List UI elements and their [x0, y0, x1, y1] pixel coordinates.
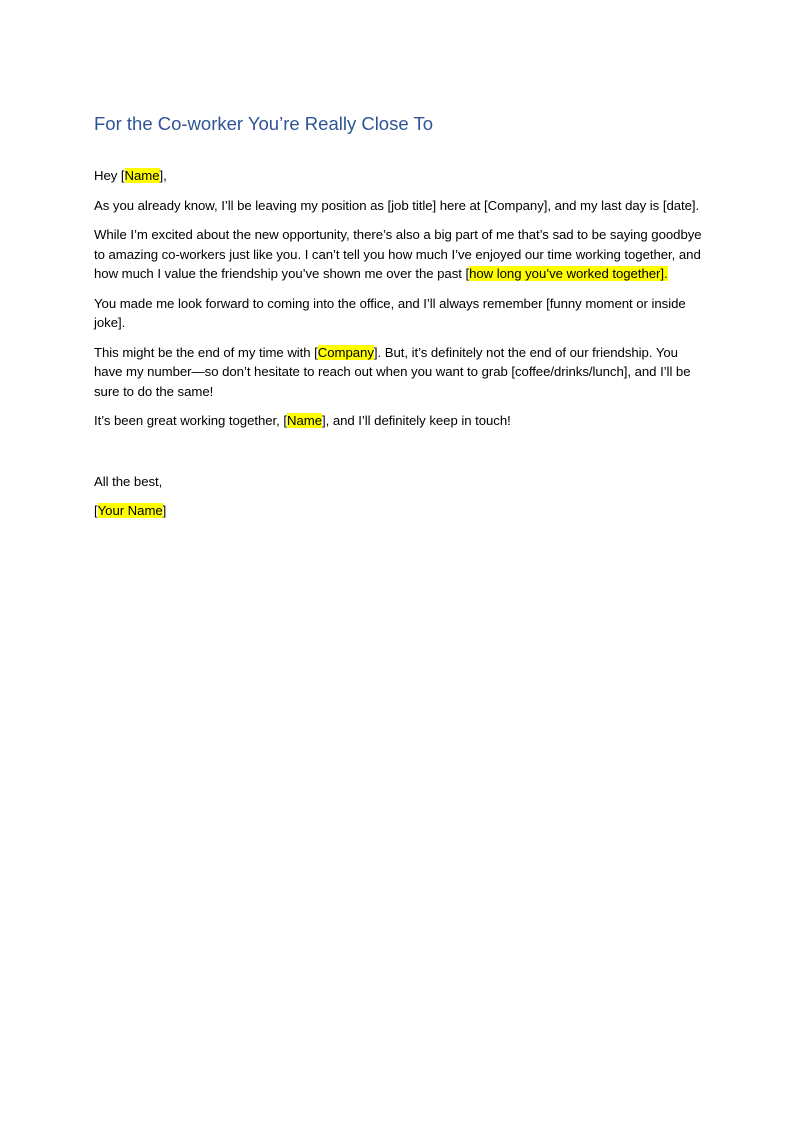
paragraph-opportunity	[94, 225, 704, 284]
signature-close-bracket: ]	[162, 503, 167, 518]
blank-line	[94, 441, 704, 472]
duration-placeholder: how long you’ve worked together].	[469, 266, 668, 281]
signature-line	[94, 501, 704, 521]
your-name-placeholder: Your Name	[97, 503, 163, 518]
greeting-suffix: ],	[159, 168, 167, 183]
paragraph-friendship-text: ]. But, it’s definitely not the end of our friendship. You have my number—so don’t hesitate to reach out when you want to grab [coffee/drinks/lunch], and I’ll be sure to do the same!	[94, 344, 691, 399]
closing-line: All the best,	[94, 473, 163, 489]
paragraph-memories: You made me look forward to coming into the office, and I’ll always remember [funny moment or inside joke].	[94, 295, 686, 330]
company-placeholder: Company	[317, 344, 374, 360]
greeting-prefix: Hey [	[94, 168, 125, 183]
letter-body	[94, 111, 704, 531]
paragraph-keep-in-touch	[94, 411, 704, 431]
keep-in-touch-prefix: It’s been great working together, [	[94, 413, 288, 428]
name-placeholder: Name	[124, 168, 160, 183]
paragraph-friendship-prefix: This might be the end of my time with [	[94, 344, 318, 360]
letter-title: For the Co-worker You’re Really Close To	[94, 113, 433, 134]
keep-in-touch-suffix: ], and I’ll definitely keep in touch!	[322, 413, 511, 428]
greeting-line	[94, 166, 704, 186]
name-placeholder-2: Name	[287, 413, 322, 428]
paragraph-leaving: As you already know, I’ll be leaving my position as [job title] here at [Company], and my last day is [date].	[94, 197, 700, 213]
signature-open-bracket: [	[94, 503, 98, 518]
paragraph-friendship	[94, 343, 704, 402]
paragraph-opportunity-text: While I’m excited about the new opportunity, there’s also a big part of me that’s sad to be saying goodbye to amazing co-workers just like you. I can’t tell you how much I’ve enjoyed our time working together, and how much I value the friendship you’ve shown me over the past [	[94, 227, 702, 281]
